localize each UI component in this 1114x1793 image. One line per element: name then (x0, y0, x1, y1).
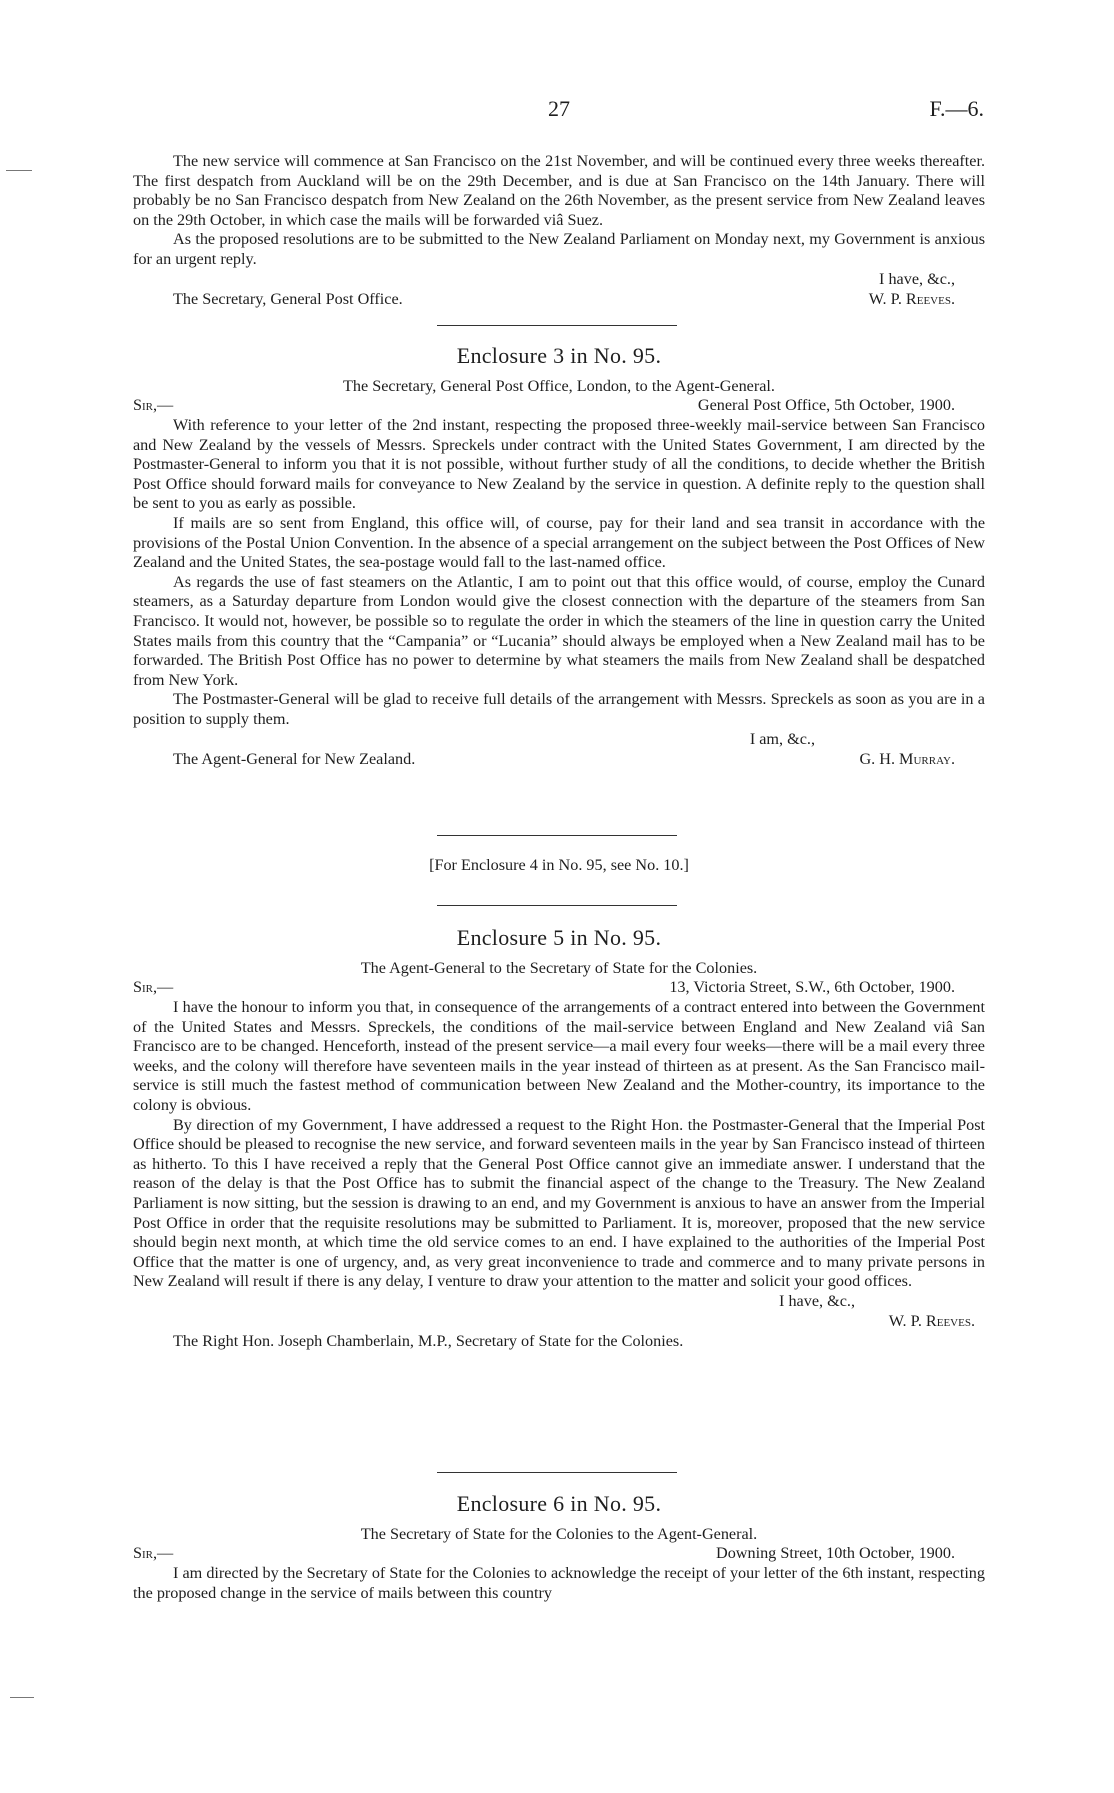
closing-row (133, 1292, 985, 1312)
paragraph: The new service will commence at San Francisco on the 21st November, and will be continued every three weeks thereafter. The first despatch from Auckland will be on the 29th December, and is due at San Francisco on the 14th January. There will probably be no San Francisco despatch from New Zealand on the 26th November, as the present service from New Zealand leaves on the 29th October, in which case the mails will be forwarded viâ Suez. (133, 152, 985, 229)
enclosure-5 (133, 924, 985, 1352)
salutation: Sir,— (133, 396, 174, 414)
signature-row (133, 1312, 985, 1332)
section-divider (437, 905, 677, 906)
signature: W. P. Reeves. (868, 289, 955, 308)
enclosure-title: Enclosure 6 in No. 95. (456, 1491, 662, 1516)
salutation-row (133, 1544, 985, 1564)
enclosure-6 (133, 1490, 985, 1603)
addressee: The Right Hon. Joseph Chamberlain, M.P., Secretary of State for the Colonies. (173, 1331, 684, 1350)
paragraph: If mails are so sent from England, this office will, of course, pay for their land and sea transit in accordance with the provisions of the Postal Union Convention. In the absence of a special arrangement on the subject between the Post Offices of New Zealand and the United States, the sea-postage would fall to the last-named office. (133, 513, 985, 572)
dateline: 13, Victoria Street, S.W., 6th October, 1900. (669, 978, 955, 996)
paragraph: I am directed by the Secretary of State for the Colonies to acknowledge the receipt of your letter of the 6th instant, respecting the proposed change in the service of mails between this country (133, 1564, 985, 1602)
salutation-row (133, 396, 985, 416)
dateline: Downing Street, 10th October, 1900. (716, 1544, 955, 1562)
dateline: General Post Office, 5th October, 1900. (697, 396, 955, 414)
salutation: Sir,— (133, 978, 174, 996)
closing: I am, &c., (749, 729, 815, 748)
section-divider (437, 835, 677, 836)
closing: I have, &c., (879, 269, 955, 288)
page-header (0, 96, 1114, 130)
section-divider (437, 1472, 677, 1473)
closing-row (133, 730, 985, 750)
scan-mark (6, 170, 32, 171)
closing-row (133, 270, 985, 290)
paragraph: The Postmaster-General will be glad to receive full details of the arrangement with Messrs. Spreckels as soon as you are in a position to supply them. (133, 690, 985, 728)
page-number: 27 (548, 96, 570, 121)
addressee: The Secretary, General Post Office. (173, 289, 403, 308)
paragraph: I have the honour to inform you that, in consequence of the arrangements of a contract entered into between the Government of the United States and Messrs. Spreckels, the conditions of the mail-service between England and New Zealand viâ San Francisco are to be changed. Henceforth, instead of the present service—a mail every four weeks—there will be a mail every three weeks, and the colony will therefore have seventeen mails in the year instead of thirteen as at present. As the San Francisco mail-service is still much the fastest method of communication between New Zealand and the Mother-country, its importance to the colony is obvious. (133, 998, 985, 1114)
signature-row (133, 750, 985, 770)
salutation-row (133, 978, 985, 998)
addressee: The Agent-General for New Zealand. (173, 749, 416, 768)
enclosure-subtitle: The Secretary of State for the Colonies to the Agent-General. (360, 1525, 758, 1543)
paragraph: With reference to your letter of the 2nd instant, respecting the proposed three-weekly mail-service between San Francisco and New Zealand by the vessels of Messrs. Spreckels under contract with the United States Government, I am directed by the Postmaster-General to inform you that it is not possible, without further study of all the conditions, to decide whether the British Post Office should forward mails for conveyance to New Zealand by the service in question. A definite reply to the question shall be sent to you as early as possible. (133, 416, 985, 513)
signature-row (133, 290, 985, 310)
paragraph: As regards the use of fast steamers on the Atlantic, I am to point out that this office would, of course, employ the Cunard steamers, as a Saturday departure from London would give the closest connection with the departure of the steamers from San Francisco. It would not, however, be possible so to regulate the order in which the steamers of the line in question carry the United States mails from this country that the “Campania” or “Lucania” should always be employed when a New Zealand mail has to be forwarded. The British Post Office has no power to determine by what steamers the mails from New Zealand shall be despatched from New York. (133, 572, 985, 689)
signature: G. H. Murray. (859, 749, 955, 768)
letter-continuation (133, 152, 985, 310)
enclosure-4-note: [For Enclosure 4 in No. 95, see No. 10.] (429, 856, 689, 874)
scan-mark (10, 1697, 34, 1698)
enclosure-subtitle: The Agent-General to the Secretary of State for the Colonies. (360, 959, 758, 977)
paragraph: As the proposed resolutions are to be submitted to the New Zealand Parliament on Monday next, my Government is anxious for an urgent reply. (133, 230, 985, 268)
enclosure-3 (133, 342, 985, 770)
enclosure-title: Enclosure 3 in No. 95. (456, 343, 662, 368)
section-divider (437, 325, 677, 326)
enclosure-title: Enclosure 5 in No. 95. (456, 925, 662, 950)
document-reference: F.—6. (929, 96, 984, 121)
paragraph: By direction of my Government, I have addressed a request to the Right Hon. the Postmaster-General that the Imperial Post Office should be pleased to recognise the new service, and forward seventeen mails in the year by San Francisco instead of thirteen as hitherto. To this I have received a reply that the General Post Office cannot give an immediate answer. I understand that the reason of the delay is that the Post Office has to submit the financial aspect of the change to the Treasury. The New Zealand Parliament is now sitting, but the session is drawing to an end, and my Government is anxious to have an answer from the Imperial Post Office in order that the requisite resolutions may be submitted to Parliament. It is, moreover, proposed that the new service should begin next month, at which time the old service comes to an end. I have explained to the authorities of the Imperial Post Office that the matter is one of urgency, and, as very great inconvenience to trade and commerce and to many private persons in New Zealand will result if there is any delay, I venture to draw your attention to the matter and solicit your good offices. (133, 1115, 985, 1291)
signature: W. P. Reeves. (888, 1311, 975, 1330)
closing: I have, &c., (779, 1291, 855, 1310)
enclosure-subtitle: The Secretary, General Post Office, London, to the Agent-General. (343, 377, 775, 395)
salutation: Sir,— (133, 1544, 174, 1562)
